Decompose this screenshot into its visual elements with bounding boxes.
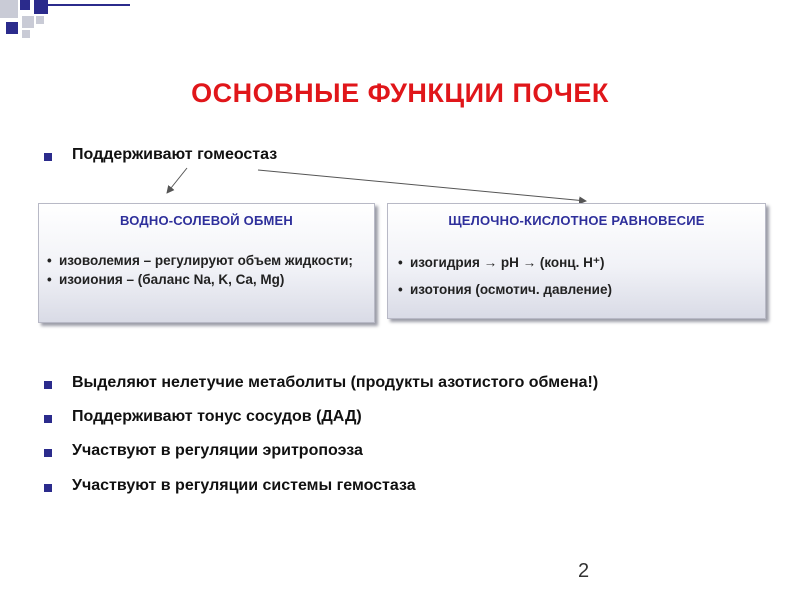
bullet-metabolites: Выделяют нелетучие метаболиты (продукты азотистого обмена!) — [72, 374, 599, 391]
page-number: 2 — [578, 560, 590, 582]
box-acid-base-header: ЩЕЛОЧНО-КИСЛОТНОЕ РАВНОВЕСИЕ — [448, 213, 705, 228]
list-item: • изоволемия – регулируют объем жидкости; — [45, 252, 366, 269]
box-water-salt-header: ВОДНО-СОЛЕВОЙ ОБМЕН — [119, 213, 294, 228]
bullet-marker — [44, 449, 52, 457]
list-item: • изогидрия → pH → (конц. H⁺) — [396, 254, 765, 271]
box-water-salt — [38, 203, 375, 323]
bullet-vascular-tone: Поддерживают тонус сосудов (ДАД) — [72, 408, 362, 425]
bullet-erythropoiesis: Участвуют в регуляции эритропоэза — [72, 442, 363, 459]
arrow-to-acid-base — [258, 170, 586, 201]
slide-title: ОСНОВНЫЕ ФУНКЦИИ ПОЧЕК — [191, 78, 609, 108]
bullet-marker — [44, 484, 52, 492]
bullet-homeostasis: Поддерживают гомеостаз — [72, 146, 278, 163]
bullet-marker — [44, 381, 52, 389]
box-acid-base — [387, 203, 766, 319]
list-item: • изоиония – (баланс Na, K, Ca, Mg) — [45, 271, 366, 288]
bullet-marker — [44, 415, 52, 423]
list-item: • изотония (осмотич. давление) — [396, 281, 765, 298]
arrow-to-water-salt — [167, 168, 187, 193]
bullet-hemostasis: Участвуют в регуляции системы гемостаза — [72, 477, 416, 494]
